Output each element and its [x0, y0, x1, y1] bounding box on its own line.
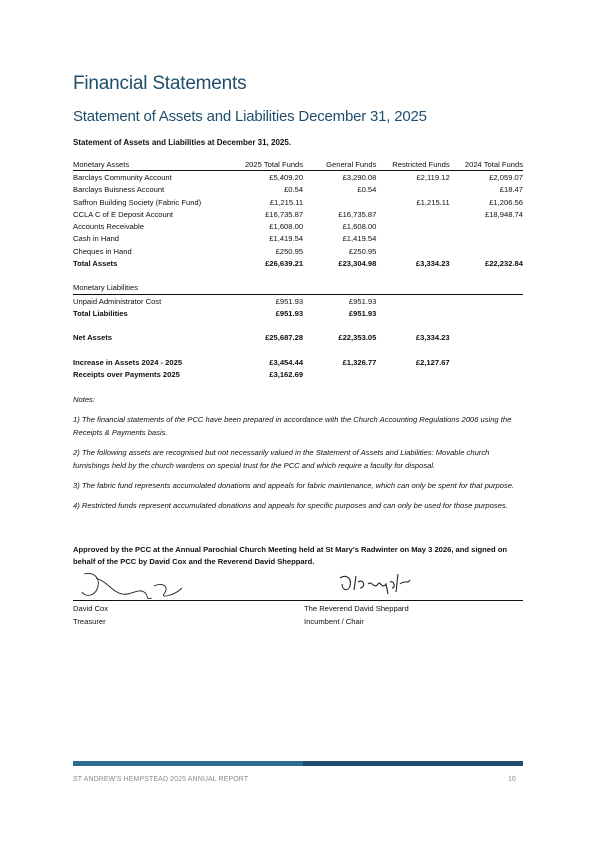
cell-value — [450, 220, 523, 232]
table-row — [73, 196, 523, 208]
cell-value — [376, 220, 449, 232]
cell-value — [376, 233, 449, 245]
cell-value: £2,059.07 — [489, 172, 523, 182]
row-label: CCLA C of E Deposit Account — [73, 209, 174, 219]
cell-value: £3,290.08 — [342, 172, 377, 182]
cell-value — [376, 368, 449, 380]
spacer-row-label — [73, 270, 523, 282]
table-row — [73, 184, 523, 196]
cell-value — [450, 294, 523, 307]
table-row — [73, 171, 523, 184]
total-row — [73, 257, 523, 269]
cell-value: £25,687.28 — [265, 333, 304, 343]
cell-value: £1,215.11 — [416, 197, 450, 207]
cell-value: £1,608.00 — [342, 222, 377, 232]
footer-bar — [73, 761, 523, 766]
page-title: Financial Statements — [73, 73, 247, 94]
cell-value: £5,409.20 — [269, 172, 304, 182]
financial-table — [73, 158, 523, 380]
note-item: 2) The following assets are recognised but not necessarily valued in the Statement of Assets and Liabilities: Movable church furnishings held by the church wardens on special trust for the PCC and which require a faculty for disposal. — [73, 448, 490, 470]
column-header: Monetary Assets — [73, 158, 230, 171]
section-title: Statement of Assets and Liabilities December 31, 2025 — [73, 108, 427, 125]
cell-value: £1,419.54 — [342, 234, 377, 244]
signature-david-cox — [78, 568, 188, 602]
cell-value — [450, 307, 523, 319]
receipts-row — [73, 368, 523, 380]
cell-value — [376, 245, 449, 257]
cell-value: £250.95 — [275, 246, 304, 256]
table-row — [73, 208, 523, 220]
page-number: 10 — [508, 776, 516, 783]
cell-value: £16,735.87 — [265, 209, 304, 219]
cell-value: £951.93 — [275, 296, 304, 306]
column-header: 2025 Total Funds — [230, 158, 303, 171]
cell-value — [303, 368, 376, 380]
signatory-role: Treasurer — [73, 617, 106, 626]
signatory-name: The Reverend David Sheppard — [304, 604, 409, 613]
cell-value: £1,215.11 — [269, 197, 304, 207]
cell-value — [450, 245, 523, 257]
cell-value: £22,232.84 — [484, 259, 523, 269]
row-label: Unpaid Administrator Cost — [73, 296, 162, 306]
cell-value: £2,127.67 — [415, 357, 450, 367]
cell-value — [376, 294, 449, 307]
spacer-row-label — [73, 344, 523, 356]
column-header: Restricted Funds — [376, 158, 449, 171]
net-assets-row — [73, 332, 523, 344]
liabilities-heading — [73, 282, 523, 295]
footer-report-title: ST ANDREW'S HEMPSTEAD 2025 ANNUAL REPORT — [73, 776, 249, 783]
row-label: Net Assets — [73, 333, 112, 343]
cell-value: £18,948.74 — [484, 209, 523, 219]
cell-value: £22,353.05 — [338, 333, 377, 343]
cell-value: £951.93 — [348, 308, 377, 318]
cell-value: £0.54 — [357, 185, 377, 195]
cell-value — [450, 368, 523, 380]
cell-value: £3,454.44 — [269, 357, 304, 367]
cell-value: £23,304.98 — [338, 259, 377, 269]
cell-value — [376, 307, 449, 319]
cell-value: £1,326.77 — [342, 357, 377, 367]
spacer-row-label — [73, 320, 523, 332]
signatory-role: Incumbent / Chair — [304, 617, 364, 626]
approval-statement: Approved by the PCC at the Annual Parochial Church Meeting held at St Mary's Radwinter on May 3 2026, and signed on behalf of the PCC by David Cox and the Reverend David Sheppard. — [73, 545, 508, 566]
cell-value: £1,206.56 — [489, 197, 523, 207]
note-item: 1) The financial statements of the PCC have been prepared in accordance with the Church Accounting Regulations 2006 using the Receipts & Payments basis. — [73, 415, 512, 437]
cell-value: £18.47 — [499, 185, 523, 195]
cell-value: £2,119.12 — [416, 172, 450, 182]
notes-section — [73, 393, 523, 519]
table-row — [73, 294, 523, 307]
row-label: Total Liabilities — [73, 308, 128, 318]
notes-title: Notes: — [73, 395, 95, 404]
row-label: Barclays Community Account — [73, 172, 172, 182]
cell-value — [376, 184, 449, 196]
liabilities-heading-label: Monetary Liabilities — [73, 282, 523, 295]
table-header-row — [73, 158, 523, 171]
table-row — [73, 245, 523, 257]
cell-value: £3,162.69 — [269, 369, 304, 379]
increase-row — [73, 356, 523, 368]
cell-value — [450, 233, 523, 245]
column-header: General Funds — [303, 158, 376, 171]
cell-value: £1,608.00 — [269, 222, 304, 232]
cell-value: £3,334.23 — [415, 333, 450, 343]
row-label: Barclays Buisness Account — [73, 185, 165, 195]
row-label: Accounts Receivable — [73, 222, 144, 232]
row-label: Cheques in Hand — [73, 246, 132, 256]
cell-value: £951.93 — [275, 308, 304, 318]
spacer-row — [73, 270, 523, 282]
cell-value — [450, 332, 523, 344]
table-row — [73, 233, 523, 245]
signature-david-sheppard — [336, 570, 416, 596]
spacer-row — [73, 320, 523, 332]
cell-value: £250.95 — [348, 246, 377, 256]
note-item: 4) Restricted funds represent accumulated donations and appeals for specific purposes and can only be used for those purposes. — [73, 501, 508, 510]
note-item: 3) The fabric fund represents accumulated donations and appeals for fabric maintenance, which can only be spent for that purpose. — [73, 481, 515, 490]
row-label: Total Assets — [73, 259, 118, 269]
row-label: Saffron Building Society (Fabric Fund) — [73, 197, 202, 207]
cell-value — [303, 196, 376, 208]
cell-value: £1,419.54 — [269, 234, 304, 244]
signature-line — [73, 600, 523, 601]
cell-value — [450, 356, 523, 368]
cell-value — [376, 208, 449, 220]
cell-value: £3,334.23 — [415, 259, 450, 269]
cell-value: £0.54 — [284, 185, 304, 195]
cell-value: £951.93 — [348, 296, 377, 306]
spacer-row — [73, 344, 523, 356]
row-label: Cash in Hand — [73, 234, 120, 244]
table-row — [73, 220, 523, 232]
cell-value: £26,639.21 — [265, 259, 304, 269]
signatory-name: David Cox — [73, 604, 109, 613]
column-header: 2024 Total Funds — [450, 158, 523, 171]
total-row — [73, 307, 523, 319]
statement-caption: Statement of Assets and Liabilities at December 31, 2025. — [73, 138, 292, 147]
row-label: Receipts over Payments 2025 — [73, 369, 180, 379]
row-label: Increase in Assets 2024 - 2025 — [73, 357, 183, 367]
cell-value: £16,735.87 — [338, 209, 377, 219]
